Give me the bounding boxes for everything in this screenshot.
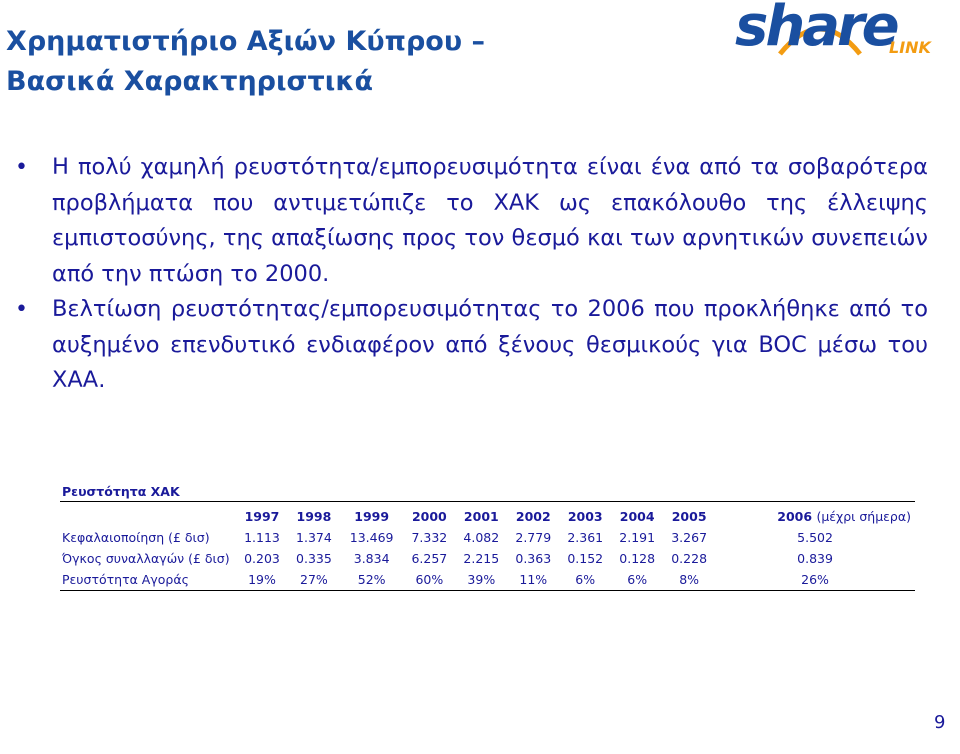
row-label: Κεφαλαιοποίηση (£ δισ) — [62, 530, 210, 545]
year-header: 2001 — [463, 509, 499, 524]
table-cell: 6.257 — [411, 551, 448, 566]
bullet-item-1 — [10, 150, 928, 292]
table-cell: 0.363 — [515, 551, 552, 566]
bullet-text-1: Η πολύ χαμηλή ρευστότητα/εμπορευσιμότητα είναι ένα από τα σοβαρότερα προβλήματα που αντιμετώπιζε το ΧΑΚ ως επακόλουθο της έλλειψης εμπιστοσύνης, της απαξίωσης προς τον θεσμό και των αρνητικών συνεπειών από την πτώση το 2000. — [52, 154, 928, 287]
liquidity-table-section — [60, 483, 915, 591]
table-cell: 6% — [611, 569, 663, 591]
year-header: 2000 — [411, 509, 447, 524]
bullet-list — [10, 150, 928, 399]
table-cell: 5.502 — [797, 530, 833, 545]
sharelink-logo — [735, 0, 945, 66]
table-cell: 0.335 — [296, 551, 332, 566]
table-cell: 0.203 — [244, 551, 280, 566]
table-cell: 2.215 — [463, 551, 500, 566]
year-header-2006 — [715, 506, 915, 527]
logo-link-text: LINK — [889, 38, 931, 57]
table-cell: 52% — [340, 569, 403, 591]
table-cell: 8% — [663, 569, 715, 591]
row-label: Όγκος συναλλαγών (£ δισ) — [62, 551, 230, 566]
table-cell: 2.361 — [567, 530, 604, 545]
liquidity-table — [60, 506, 915, 591]
table-cell: 0.128 — [619, 551, 656, 566]
year-header: 1999 — [354, 509, 390, 524]
table-cell: 7.332 — [411, 530, 448, 545]
year-2006-note: (μέχρι σήμερα) — [816, 509, 911, 524]
table-cell: 11% — [507, 569, 559, 591]
table-cell: 1.374 — [296, 530, 332, 545]
table-cell: 60% — [403, 569, 455, 591]
slide-title — [6, 22, 485, 102]
year-header: 2004 — [619, 509, 655, 524]
year-header: 1997 — [244, 509, 280, 524]
title-line-1: Χρηματιστήριο Αξιών Κύπρου – — [6, 26, 485, 57]
row-label: Ρευστότητα Αγοράς — [60, 569, 236, 591]
table-cell: 39% — [455, 569, 507, 591]
table-cell: 0.228 — [671, 551, 708, 566]
table-cell: 3.267 — [671, 530, 708, 545]
page-number: 9 — [934, 712, 946, 733]
table-cell: 26% — [715, 569, 915, 591]
table-cell: 4.082 — [463, 530, 500, 545]
year-2006-label: 2006 — [777, 509, 813, 524]
table-cell: 27% — [288, 569, 340, 591]
table-cell: 2.779 — [515, 530, 552, 545]
table-cell: 0.839 — [797, 551, 833, 566]
logo-share-text: share — [735, 0, 897, 59]
table-row — [60, 527, 915, 548]
header-empty-cell — [60, 506, 236, 527]
title-line-2: Βασικά Χαρακτηριστικά — [6, 66, 374, 97]
year-header: 2002 — [515, 509, 551, 524]
table-cell: 6% — [559, 569, 611, 591]
year-header: 2005 — [671, 509, 707, 524]
table-title: Ρευστότητα ΧΑΚ — [60, 483, 915, 502]
table-cell: 1.113 — [244, 530, 280, 545]
table-row — [60, 569, 915, 591]
table-cell: 19% — [236, 569, 288, 591]
table-cell: 3.834 — [353, 551, 390, 566]
table-cell: 13.469 — [349, 530, 394, 545]
bullet-dot-icon: • — [15, 297, 28, 322]
bullet-text-2: Βελτίωση ρευστότητας/εμπορευσιμότητας το 2006 που προκλήθηκε από το αυξημένο επενδυτικό ενδιαφέρον από ξένους θεσμικούς για BOC μέσω του ΧΑΑ. — [52, 296, 928, 393]
table-row — [60, 548, 915, 569]
bullet-item-2 — [10, 292, 928, 399]
table-cell: 0.152 — [567, 551, 604, 566]
year-header: 1998 — [296, 509, 332, 524]
bullet-dot-icon: • — [15, 155, 28, 180]
year-header: 2003 — [567, 509, 603, 524]
table-header-row — [60, 506, 915, 527]
table-cell: 2.191 — [619, 530, 656, 545]
